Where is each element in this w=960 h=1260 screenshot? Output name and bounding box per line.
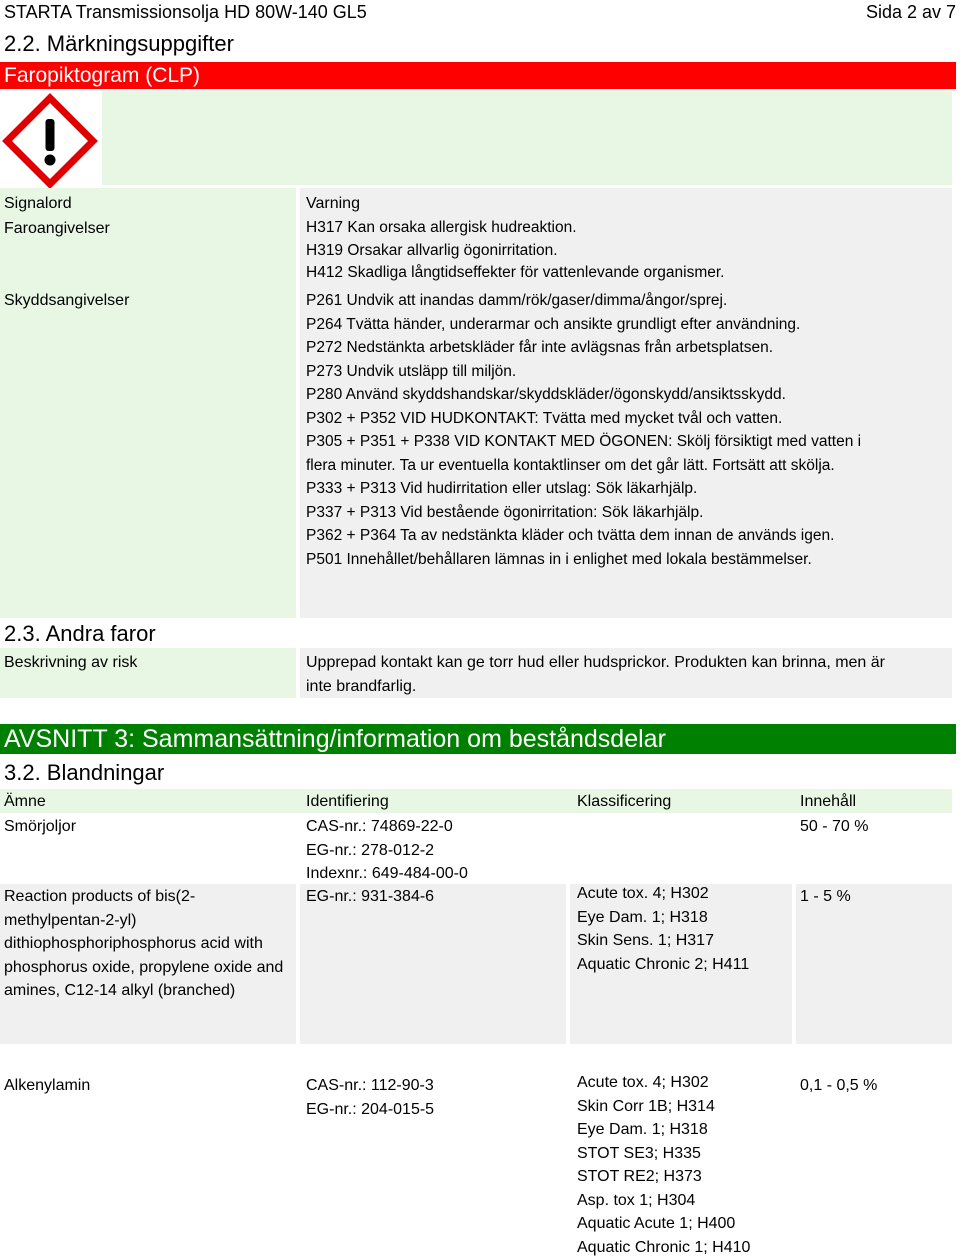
- classification-line: Aquatic Acute 1; H400: [577, 1215, 736, 1232]
- classification-line: Acute tox. 4; H302: [577, 1074, 709, 1091]
- pictogram-bar: Faropiktogram (CLP): [0, 62, 956, 89]
- identification-line: CAS-nr.: 74869-22-0: [306, 818, 453, 835]
- section-3-2-heading: 3.2. Blandningar: [4, 760, 165, 785]
- table-row: [0, 814, 952, 882]
- pictogram-panel: [102, 91, 952, 185]
- table-row: [0, 884, 952, 1044]
- precaution-statement: P272 Nedstänkta arbetskläder får inte avlägsnas från arbetsplatsen.: [306, 339, 773, 356]
- section-2-2-heading: 2.2. Märkningsuppgifter: [4, 31, 234, 56]
- column-header-substance: Ämne: [4, 793, 46, 810]
- identification-line: CAS-nr.: 112-90-3: [306, 1077, 434, 1094]
- identification-line: EG-nr.: 278-012-2: [306, 841, 435, 859]
- signal-word: Varning: [306, 195, 360, 212]
- precaution-statement: P273 Undvik utsläpp till miljön.: [306, 362, 517, 380]
- identification-cell: [306, 1074, 434, 1121]
- classification-line: Aquatic Chronic 2; H411: [577, 955, 750, 973]
- risk-description: Upprepad kontakt kan ge torr hud eller hudsprickor. Produkten kan brinna, men är inte brandfarlig.: [306, 654, 885, 695]
- page-header: [0, 0, 960, 28]
- precaution-statement: P501 Innehållet/behållaren lämnas in i enlighet med lokala bestämmelser.: [306, 550, 812, 568]
- column-header-classification: Klassificering: [577, 793, 672, 810]
- classification-line: Eye Dam. 1; H318: [577, 908, 708, 926]
- classification-line: Skin Corr 1B; H314: [577, 1097, 715, 1115]
- content-cell: 1 - 5 %: [800, 888, 851, 905]
- classification-line: STOT RE2; H373: [577, 1168, 702, 1185]
- classification-line: STOT SE3; H335: [577, 1144, 701, 1162]
- classification-line: Asp. tox 1; H304: [577, 1191, 696, 1209]
- hazard-statement: H412 Skadliga långtidseffekter för vattenlevande organismer.: [306, 264, 725, 281]
- precaution-statement: P302 + P352 VID HUDKONTAKT: Tvätta med mycket tvål och vatten.: [306, 409, 783, 427]
- column-header-identification: Identifiering: [306, 793, 389, 810]
- section-3-bar: AVSNITT 3: Sammansättning/information om beståndsdelar: [0, 724, 956, 754]
- section-2-3-heading: 2.3. Andra faror: [4, 621, 156, 646]
- signal-word-label: Signalord: [4, 195, 72, 212]
- hazard-label: Faroangivelser: [4, 220, 110, 237]
- content-cell: 50 - 70 %: [800, 818, 869, 835]
- classification-cell: [577, 1071, 750, 1259]
- substance-cell: Smörjoljor: [4, 818, 77, 835]
- content-cell: 0,1 - 0,5 %: [800, 1077, 878, 1094]
- table-row: [0, 1073, 952, 1260]
- classification-cell: [577, 882, 749, 976]
- classification-line: Skin Sens. 1; H317: [577, 932, 714, 949]
- exclamation-mark-hazard-icon: [2, 93, 98, 189]
- hazard-statement: H319 Orsakar allvarlig ögonirritation.: [306, 241, 558, 259]
- substance-cell: Alkenylamin: [4, 1077, 91, 1094]
- precaution-statement: P337 + P313 Vid bestående ögonirritation: Sök läkarhjälp.: [306, 503, 704, 521]
- precaution-statement: P261 Undvik att inandas damm/rök/gaser/dimma/ångor/sprej.: [306, 292, 728, 309]
- identification-line: Indexnr.: 649-484-00-0: [306, 865, 468, 882]
- page-number: Sida 2 av 7: [865, 2, 956, 22]
- risk-description-label: Beskrivning av risk: [4, 654, 138, 671]
- precaution-statement: P333 + P313 Vid hudirritation eller utslag: Sök läkarhjälp.: [306, 480, 698, 497]
- substance-cell: Reaction products of bis(2-methylpentan-2-yl) dithiophosphoriphosphorus acid with phosphorus oxide, propylene oxide and amines, C12-14 alkyl (branched): [4, 888, 284, 999]
- classification-line: Acute tox. 4; H302: [577, 885, 709, 902]
- classification-line: Aquatic Chronic 1; H410: [577, 1238, 751, 1256]
- classification-line: Eye Dam. 1; H318: [577, 1121, 708, 1138]
- precaution-label: Skyddsangivelser: [4, 292, 130, 309]
- labels-panel: [0, 188, 296, 618]
- hazard-statements: [306, 217, 724, 285]
- precaution-statement: P280 Använd skyddshandskar/skyddskläder/ögonskydd/ansiktsskydd.: [306, 386, 786, 403]
- precaution-statements: [306, 289, 906, 571]
- column-header-content: Innehåll: [800, 793, 857, 810]
- precaution-statement: P362 + P364 Ta av nedstänkta kläder och tvätta dem innan de används igen.: [306, 527, 835, 544]
- identification-cell: [306, 815, 468, 886]
- identification-cell: EG-nr.: 931-384-6: [306, 888, 435, 905]
- identification-line: EG-nr.: 204-015-5: [306, 1100, 435, 1118]
- precaution-statement: P264 Tvätta händer, underarmar och ansikte grundligt efter användning.: [306, 315, 801, 333]
- document-title: STARTA Transmissionsolja HD 80W-140 GL5: [4, 2, 367, 22]
- precaution-statement: P305 + P351 + P338 VID KONTAKT MED ÖGONEN: Skölj försiktigt med vatten i flera minuter. Ta ur eventuella kontaktlinser om det går lätt. Fortsätt att skölja.: [306, 433, 862, 474]
- hazard-statement: H317 Kan orsaka allergisk hudreaktion.: [306, 219, 577, 236]
